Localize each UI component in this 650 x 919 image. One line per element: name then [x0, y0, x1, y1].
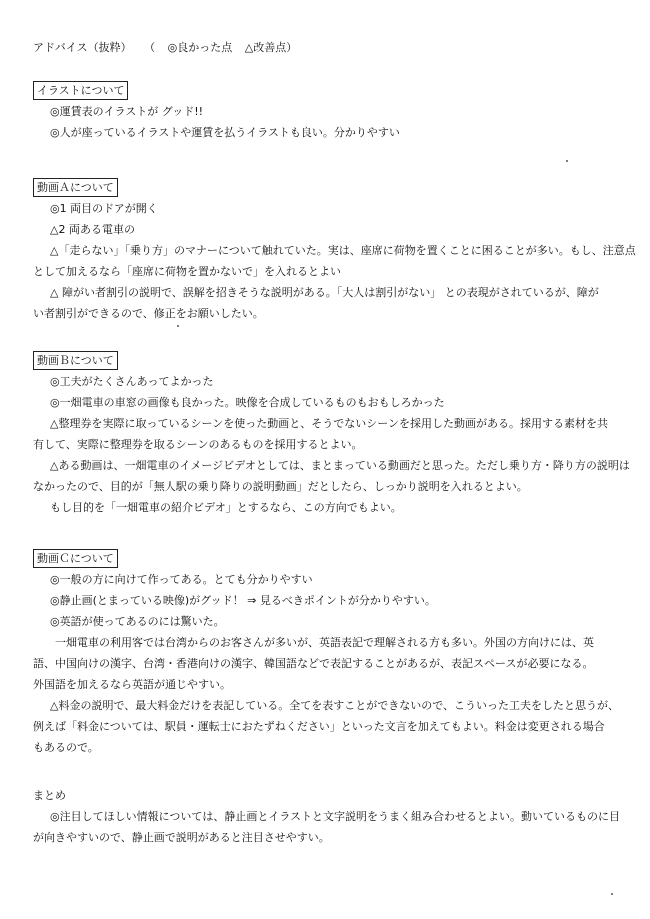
scan-speck — [177, 325, 179, 327]
section-video-b — [33, 350, 630, 518]
comment-line: △料金の説明で、最大料金だけを表記している。全てを表すことができないので、こういった工夫をしたと思うが、 — [50, 699, 620, 712]
legend-improve: △改善点） — [244, 41, 298, 54]
comment-line: 有して、実際に整理券を取るシーンのあるものを採用するとよい。 — [33, 438, 363, 451]
comment-line: △整理券を実際に取っているシーンを使った動画と、そうでないシーンを採用した動画がある。採用する素材を共 — [50, 417, 609, 430]
comment-line: △ある動画は、一畑電車のイメージビデオとしては、まとまっている動画だと思った。ただし乗り方・降り方の説明は — [50, 459, 630, 472]
comment-line: 例えば「料金については、駅員・運転士におたずねください」といった文言を加えてもよい。料金は変更される場合 — [33, 720, 605, 733]
page-header — [33, 37, 306, 58]
section-title: 動画Ａについて — [33, 178, 118, 197]
comment-line: ◎人が座っているイラストや運賃を払うイラストも良い。分かりやすい — [50, 126, 400, 139]
comment-line: ◎1 両目のドアが開く — [50, 202, 158, 215]
comment-line: が向きやすいので、静止画で説明があると注目させやすい。 — [33, 831, 330, 844]
comment-line: ◎一畑電車の車窓の画像も良かった。映像を合成しているものもおもしろかった — [50, 396, 445, 409]
comment-line: 語、中国向けの漢字、台湾・香港向けの漢字、韓国語などで表記することがあるが、表記スペースが必要になる。 — [33, 657, 594, 670]
comment-line: △2 両ある電車の — [50, 223, 135, 236]
section-illustration — [33, 80, 613, 143]
section-video-a — [33, 177, 636, 324]
comment-line: 一畑電車の利用客では台湾からのお客さんが多いが、英語表記で理解される方も多い。外国の方向けには、英 — [55, 636, 594, 649]
comment-line: ◎工夫がたくさんあってよかった — [50, 375, 214, 388]
comment-line: ◎一般の方に向けて作ってある。とても分かりやすい — [50, 573, 313, 586]
comment-line: として加えるなら「座席に荷物を置かないで」を入れるとよい — [33, 265, 341, 278]
section-summary — [33, 785, 621, 848]
comment-line: なかったので、目的が「無人駅の乗り降りの説明動画」だとしたら、しっかり説明を入れるとよい。 — [33, 480, 528, 493]
comment-line: △「走らない」「乗り方」のマナーについて触れていた。実は、座席に荷物を置くことに困ることが多い。もし、注意点 — [50, 244, 636, 257]
legend-good: ◎良かった点 — [167, 41, 233, 54]
legend-open: （ — [144, 41, 156, 54]
comment-line: もあるので。 — [33, 741, 99, 754]
section-title: 動画Ｂについて — [33, 351, 118, 370]
comment-line: 外国語を加えるなら英語が通じやすい。 — [33, 678, 231, 691]
comment-line: ◎静止画(とまっている映像)がグッド！ ⇒ 見るべきポイントが分かりやすい。 — [50, 594, 436, 607]
comment-line: ◎運賃表のイラストが グッド!! — [50, 105, 204, 118]
page-title: アドバイス（抜粋） — [33, 41, 132, 54]
comment-line: い者割引ができるので、修正をお願いしたい。 — [33, 307, 264, 320]
section-video-c — [33, 548, 620, 758]
comment-line: もし目的を「一畑電車の紹介ビデオ」とするなら、この方向でもよい。 — [50, 501, 402, 514]
comment-line: △ 障がい者割引の説明で、誤解を招きそうな説明がある。「大人は割引がない」 との表現がされているが、障が — [50, 286, 599, 299]
comment-line: ◎注目してほしい情報については、静止画とイラストと文字説明をうまく組み合わせるとよい。動いているものに目 — [50, 810, 621, 823]
comment-line: ◎英語が使ってあるのには驚いた。 — [50, 615, 225, 628]
summary-title: まとめ — [33, 789, 66, 802]
section-title: 動画Ｃについて — [33, 549, 118, 568]
scan-speck — [566, 160, 568, 162]
scan-speck — [611, 893, 613, 895]
section-title: イラストについて — [33, 81, 128, 100]
